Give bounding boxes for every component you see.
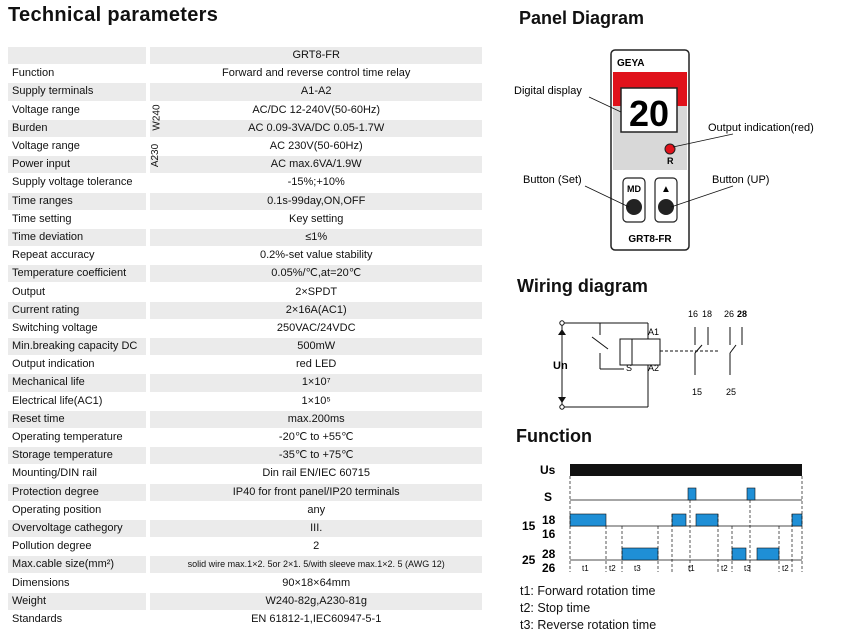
- param-label: Operating temperature: [12, 431, 123, 444]
- param-label: Mounting/DIN rail: [12, 467, 97, 480]
- param-value: 2×SPDT: [295, 285, 338, 298]
- param-value: ≤1%: [150, 229, 482, 246]
- t2-mark-2: t2: [721, 564, 728, 573]
- c26-label: 26: [542, 561, 556, 575]
- param-value: red LED: [296, 358, 337, 371]
- param-label: Time ranges: [8, 193, 146, 210]
- callout-button-up: Button (UP): [712, 174, 770, 186]
- param-row: [8, 211, 482, 228]
- param-label: Overvoltage cathegory: [8, 520, 146, 537]
- param-label: Electrical life(AC1): [12, 394, 103, 407]
- param-value: Din rail EN/IEC 60715: [262, 467, 370, 480]
- s-label: S: [626, 363, 633, 373]
- param-value: -20℃ to +55℃: [278, 431, 354, 444]
- function-timing-diagram: [510, 456, 830, 576]
- param-value: AC 0.09-3VA/DC 0.05-1.7W: [150, 120, 482, 137]
- param-label: Operating position: [12, 503, 102, 516]
- param-value: W240-82g,A230-81g: [150, 593, 482, 610]
- param-row: [8, 320, 482, 337]
- set-button-label: MD: [627, 184, 641, 194]
- param-row: [8, 193, 482, 210]
- param-value: 1×10⁷: [150, 374, 482, 391]
- param-row: [8, 174, 482, 191]
- param-row: [8, 574, 482, 591]
- param-value: 0.05%/℃,at=20℃: [150, 265, 482, 282]
- param-label: Burden: [8, 120, 146, 137]
- output-led: [665, 144, 675, 154]
- param-row: [8, 538, 482, 555]
- terminal-16: 16: [688, 309, 699, 319]
- param-value: 90×18×64mm: [282, 576, 351, 589]
- t1-mark-2: t1: [688, 564, 695, 573]
- param-label: Time deviation: [8, 229, 146, 246]
- terminal-28: 28: [737, 309, 748, 319]
- wiring-title: Wiring diagram: [517, 276, 648, 296]
- param-label: Protection degree: [8, 484, 146, 501]
- t3-mark-1: t3: [634, 564, 641, 573]
- param-value: GRT8-FR: [150, 47, 482, 64]
- param-value: AC max.6VA/1.9W: [150, 156, 482, 173]
- param-value: max.200ms: [150, 411, 482, 428]
- param-value: AC 230V(50-60Hz): [269, 140, 363, 153]
- us-bar: [570, 464, 802, 476]
- panel-diagram: [505, 44, 845, 259]
- callout-digital-display: Digital display: [514, 85, 582, 97]
- wiring-diagram: [540, 305, 770, 420]
- param-label: Reset time: [8, 411, 146, 428]
- param-label: Max.cable size(mm²): [8, 556, 146, 573]
- param-label: Voltage range: [12, 103, 80, 116]
- param-value: EN 61812-1,IEC60947-5-1: [251, 612, 382, 625]
- param-row: [8, 593, 482, 610]
- param-label: Current rating: [8, 302, 146, 319]
- c15-label: 15: [522, 519, 536, 533]
- param-row: [8, 138, 482, 155]
- param-label: Output: [12, 285, 46, 298]
- param-row: [8, 611, 482, 628]
- function-title: Function: [516, 426, 592, 446]
- param-row: [8, 520, 482, 537]
- param-value: 1×10⁵: [301, 394, 331, 407]
- param-value: -35℃ to +75℃: [150, 447, 482, 464]
- param-value: A1-A2: [150, 83, 482, 100]
- param-label: Storage temperature: [8, 447, 146, 464]
- terminal-26: 26: [724, 309, 735, 319]
- param-value: 2×16A(AC1): [150, 302, 482, 319]
- c25-label: 25: [522, 553, 536, 567]
- legend-t1: t1: Forward rotation time: [520, 584, 656, 598]
- param-row: [8, 247, 482, 264]
- panel-title: Panel Diagram: [519, 8, 645, 28]
- param-row: [8, 283, 482, 300]
- terminal-25: 25: [726, 387, 737, 397]
- brand-logo: GEYA: [617, 58, 645, 69]
- param-label: Switching voltage: [12, 321, 98, 334]
- param-value: IP40 for front panel/IP20 terminals: [150, 484, 482, 501]
- param-label: Weight: [8, 593, 146, 610]
- param-label: Supply voltage tolerance: [12, 176, 133, 189]
- t2-mark-3: t2: [782, 564, 789, 573]
- param-row: [8, 411, 482, 428]
- display-digits: 20: [628, 93, 670, 134]
- param-label: Repeat accuracy: [12, 249, 95, 262]
- param-value: Key setting: [288, 212, 344, 225]
- param-label: Power input: [8, 156, 146, 173]
- param-label: Standards: [12, 612, 63, 625]
- param-row: [8, 47, 482, 64]
- legend-t3: t3: Reverse rotation time: [520, 618, 657, 632]
- param-row: [8, 156, 482, 173]
- param-label: Pollution degree: [12, 540, 92, 553]
- a1-label: A1: [648, 327, 660, 337]
- param-row: [8, 338, 482, 355]
- t1-mark-1: t1: [582, 564, 589, 573]
- param-row: [8, 484, 482, 501]
- param-value: 0.2%-set value stability: [259, 249, 373, 262]
- param-row: [8, 229, 482, 246]
- s-timing-label: S: [544, 490, 553, 504]
- param-label: Temperature coefficient: [8, 265, 146, 282]
- param-label: Dimensions: [12, 576, 70, 589]
- terminal-15: 15: [692, 387, 703, 397]
- param-value: solid wire max.1×2. 5or 2×1. 5/with sleeve max.1×2. 5 (AWG 12): [150, 556, 482, 573]
- param-row: [8, 393, 482, 410]
- param-row: [8, 429, 482, 446]
- us-label: Us: [540, 463, 556, 477]
- param-row: [8, 120, 482, 137]
- param-label: [8, 47, 146, 64]
- param-row: [8, 374, 482, 391]
- param-row: [8, 502, 482, 519]
- up-button-label: ▲: [661, 184, 671, 195]
- param-row: [8, 265, 482, 282]
- param-row: [8, 465, 482, 482]
- param-label: Output indication: [12, 358, 95, 371]
- c28-label: 28: [542, 547, 556, 561]
- param-label: Min.breaking capacity DC: [8, 338, 146, 355]
- t3-mark-2: t3: [744, 564, 751, 573]
- param-value: 0.1s-99day,ON,OFF: [150, 193, 482, 210]
- param-row: [8, 65, 482, 82]
- c16-label: 16: [542, 527, 556, 541]
- led-label: R: [667, 156, 674, 166]
- param-label: Supply terminals: [8, 83, 146, 100]
- param-label: Time setting: [12, 212, 72, 225]
- model-label: GRT8-FR: [628, 234, 672, 245]
- param-value: Forward and reverse control time relay: [222, 67, 411, 80]
- param-row: [8, 83, 482, 100]
- a2-label: A2: [648, 363, 660, 373]
- param-row: [8, 102, 482, 119]
- param-value: 500mW: [150, 338, 482, 355]
- legend-t2: t2: Stop time: [520, 601, 591, 615]
- param-value: 250VAC/24VDC: [276, 321, 356, 334]
- terminal-18: 18: [702, 309, 713, 319]
- tech-title: Technical parameters: [8, 4, 219, 26]
- param-row: [8, 356, 482, 373]
- callout-output-indication: Output indication(red): [708, 122, 814, 134]
- param-label: Mechanical life: [8, 374, 146, 391]
- param-row: [8, 302, 482, 319]
- c18-label: 18: [542, 513, 556, 527]
- param-value: -15%;+10%: [287, 176, 345, 189]
- a230-side-label: A230: [150, 143, 162, 168]
- callout-button-set: Button (Set): [523, 174, 582, 186]
- param-value: AC/DC 12-240V(50-60Hz): [252, 103, 381, 116]
- param-value: III.: [150, 520, 482, 537]
- param-row: [8, 556, 482, 573]
- parameters-table: [8, 46, 482, 629]
- param-row: [8, 447, 482, 464]
- w240-side-label: W240: [151, 104, 163, 131]
- param-value: any: [307, 503, 326, 516]
- param-label: Voltage range: [12, 140, 80, 153]
- param-value: 2: [313, 540, 320, 553]
- t2-mark-1: t2: [609, 564, 616, 573]
- param-label: Function: [12, 67, 55, 80]
- un-label: Un: [553, 360, 568, 372]
